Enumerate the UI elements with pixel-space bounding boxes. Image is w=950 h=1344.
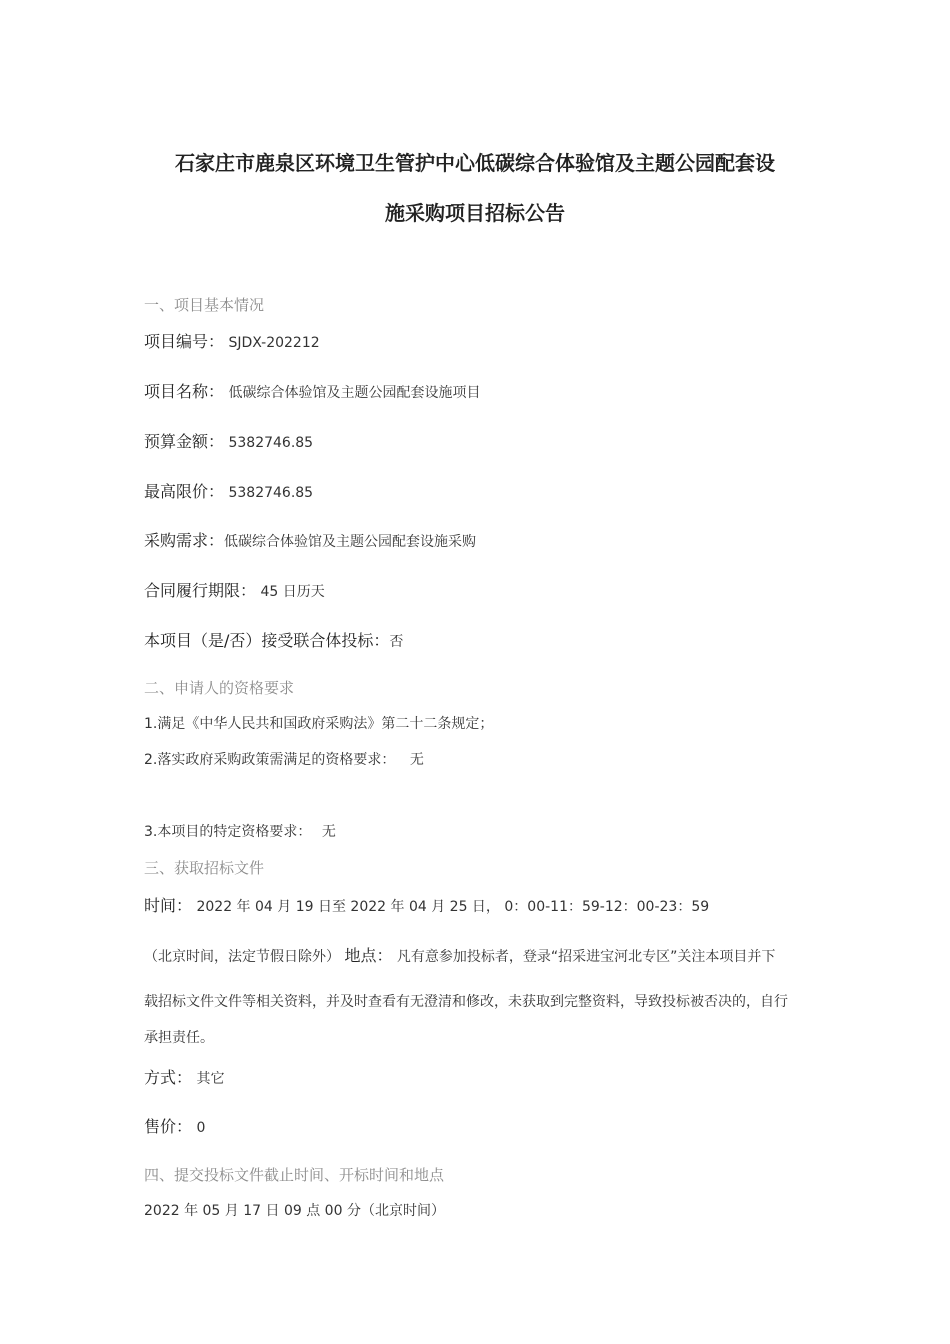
- requirement-label: 采购需求：: [144, 531, 225, 550]
- time-label: 时间：: [144, 896, 193, 915]
- bid-deadline: 2022 年 05 月 17 日 09 点 00 分（北京时间）: [144, 1203, 445, 1219]
- contract-period-value: 45 日历天: [260, 584, 325, 600]
- qualification-item-3-label: 3.本项目的特定资格要求：: [144, 824, 312, 840]
- qualification-item-2-value: 无: [409, 752, 424, 768]
- price-label: 售价：: [144, 1117, 193, 1136]
- qualification-item-2-label: 2.落实政府采购政策需满足的资格要求：: [144, 752, 396, 768]
- requirement-row: [144, 528, 476, 551]
- section-4-heading: 四、提交投标文件截止时间、开标时间和地点: [144, 1166, 445, 1184]
- section-2-heading: 二、申请人的资格要求: [144, 679, 295, 697]
- place-label: 地点：: [344, 946, 393, 965]
- max-price-row: [144, 479, 313, 502]
- time-value: 2022 年 04 月 19 日至 2022 年 04 月 25 日， 0：00-11：59-12：00-23：59: [196, 899, 710, 915]
- requirement-value: 低碳综合体验馆及主题公园配套设施采购: [224, 534, 477, 550]
- project-no-label: 项目编号：: [144, 332, 225, 351]
- method-row: [144, 1065, 224, 1088]
- price-value: 0: [196, 1120, 206, 1136]
- place-value-line-3: 承担责任。: [144, 1030, 214, 1046]
- beijing-time-note: （北京时间，法定节假日除外）: [144, 949, 340, 965]
- method-value: 其它: [196, 1071, 225, 1087]
- budget-row: [144, 429, 313, 452]
- contract-period-label: 合同履行期限：: [144, 581, 257, 600]
- document-title-line-2: 施采购项目招标公告: [385, 201, 565, 225]
- time-row: [144, 893, 709, 916]
- place-value-line-2: 载招标文件文件等相关资料，并及时查看有无澄清和修改，未获取到完整资料，导致投标被否决的，自行: [144, 994, 788, 1010]
- qualification-item-1: 1.满足《中华人民共和国政府采购法》第二十二条规定；: [144, 716, 494, 732]
- consortium-value: 否: [389, 634, 404, 650]
- budget-value: 5382746.85: [228, 435, 314, 451]
- project-no-row: [144, 329, 320, 352]
- qualification-item-2: [144, 749, 424, 769]
- place-value-line-1: 凡有意参加投标者，登录“招采进宝河北专区”关注本项目并下: [396, 949, 776, 965]
- document-title-line-1: 石家庄市鹿泉区环境卫生管护中心低碳综合体验馆及主题公园配套设: [175, 151, 775, 175]
- consortium-label: 本项目（是/否）接受联合体投标：: [144, 631, 390, 650]
- qualification-item-3-value: 无: [321, 824, 336, 840]
- price-row: [144, 1114, 205, 1137]
- section-1-heading: 一、项目基本情况: [144, 296, 265, 314]
- method-label: 方式：: [144, 1068, 193, 1087]
- place-row: [144, 943, 775, 966]
- qualification-item-3: [144, 821, 336, 841]
- project-name-value: 低碳综合体验馆及主题公园配套设施项目: [228, 385, 481, 401]
- max-price-value: 5382746.85: [228, 485, 314, 501]
- project-name-row: [144, 379, 480, 402]
- contract-period-row: [144, 578, 325, 601]
- section-3-heading: 三、获取招标文件: [144, 859, 265, 877]
- project-no-value: SJDX-202212: [228, 335, 320, 351]
- consortium-row: [144, 628, 403, 651]
- max-price-label: 最高限价：: [144, 482, 225, 501]
- budget-label: 预算金额：: [144, 432, 225, 451]
- project-name-label: 项目名称：: [144, 382, 225, 401]
